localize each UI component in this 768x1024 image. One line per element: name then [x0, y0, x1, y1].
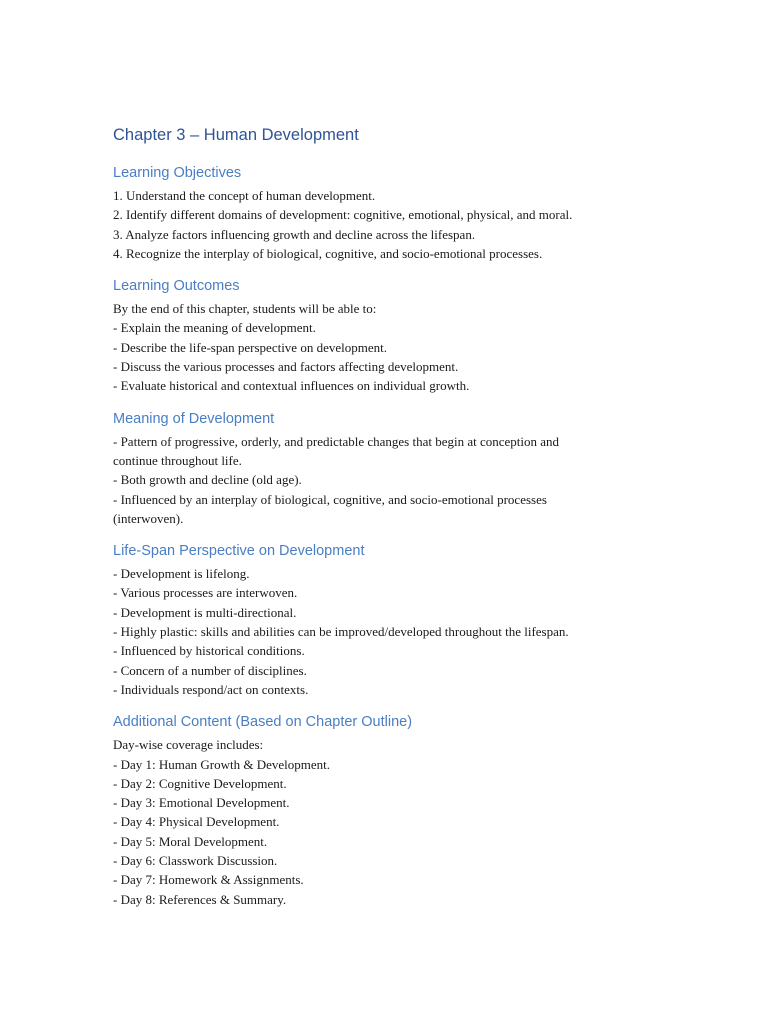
list-item: - Pattern of progressive, orderly, and predictable changes that begin at conception and — [113, 433, 560, 449]
section-learning-outcomes — [113, 275, 708, 395]
list-item: - Influenced by historical conditions. — [113, 643, 305, 659]
list-item: - Day 3: Emotional Development. — [113, 795, 290, 811]
section-life-span-perspective — [113, 540, 708, 699]
list-item: - Describe the life-span perspective on development. — [113, 339, 387, 355]
list-item: - Both growth and decline (old age). — [113, 472, 302, 488]
list-item: - Day 8: References & Summary. — [113, 891, 287, 907]
list-item: - Day 7: Homework & Assignments. — [113, 872, 304, 888]
list-item: 4. Recognize the interplay of biological, cognitive, and socio-emotional processes. — [113, 245, 543, 261]
chapter-title: Chapter 3 – Human Development — [113, 126, 359, 144]
list-item: - Development is multi-directional. — [113, 604, 297, 620]
paragraph-line: By the end of this chapter, students will be able to: — [113, 301, 377, 317]
section-heading: Meaning of Development — [113, 410, 275, 427]
list-item: - Discuss the various processes and factors affecting development. — [113, 359, 459, 375]
list-item: - Development is lifelong. — [113, 566, 250, 582]
section-meaning-of-development — [113, 408, 708, 528]
list-item: - Various processes are interwoven. — [113, 585, 298, 601]
list-item: - Highly plastic: skills and abilities can be improved/developed throughout the lifespan. — [113, 624, 569, 640]
section-additional-content — [113, 711, 708, 909]
list-item: 2. Identify different domains of development: cognitive, emotional, physical, and moral. — [113, 207, 573, 223]
list-item: - Day 1: Human Growth & Development. — [113, 756, 330, 772]
list-item: - Concern of a number of disciplines. — [113, 662, 307, 678]
list-item-continuation: (interwoven). — [113, 510, 184, 526]
section-heading: Life-Span Perspective on Development — [113, 543, 365, 560]
list-item: - Evaluate historical and contextual influences on individual growth. — [113, 378, 470, 394]
section-learning-objectives — [113, 162, 708, 263]
section-heading: Additional Content (Based on Chapter Outline) — [113, 714, 413, 731]
list-item: - Day 5: Moral Development. — [113, 833, 268, 849]
list-item: - Day 6: Classwork Discussion. — [113, 853, 278, 869]
list-item-continuation: continue throughout life. — [113, 452, 242, 468]
list-item: - Influenced by an interplay of biological, cognitive, and socio-emotional processes — [113, 491, 547, 507]
list-item: - Day 4: Physical Development. — [113, 814, 280, 830]
list-item: - Day 2: Cognitive Development. — [113, 775, 287, 791]
list-item: 3. Analyze factors influencing growth and decline across the lifespan. — [113, 226, 476, 242]
list-item: 1. Understand the concept of human development. — [113, 188, 376, 203]
list-item: - Individuals respond/act on contexts. — [113, 681, 309, 697]
list-item: - Explain the meaning of development. — [113, 320, 316, 336]
section-heading: Learning Outcomes — [113, 278, 240, 295]
paragraph-line: Day-wise coverage includes: — [113, 737, 264, 753]
section-heading: Learning Objectives — [113, 165, 242, 181]
